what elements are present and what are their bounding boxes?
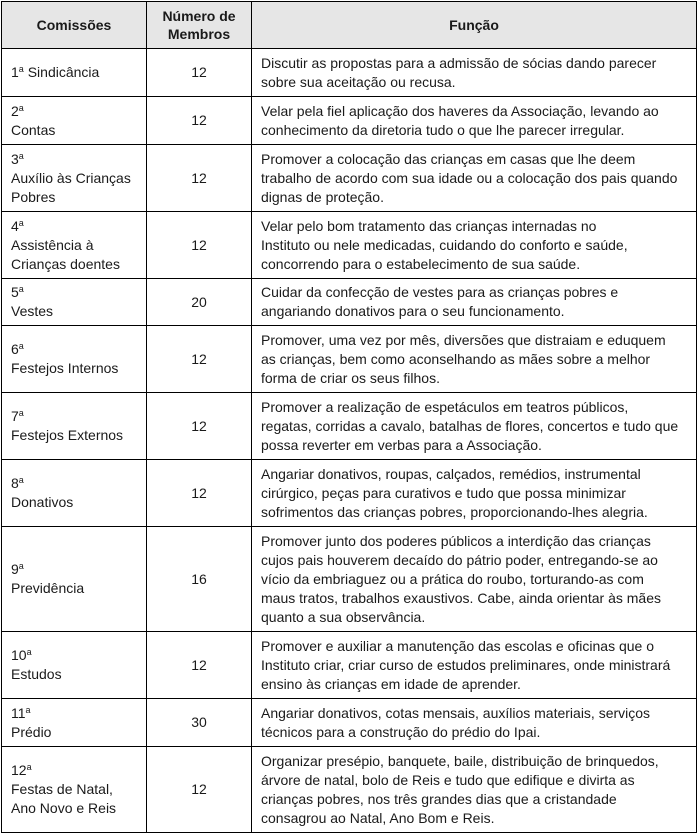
funcao-line: árvore de natal, bolo de Reis e tudo que edifique e divirta as	[261, 771, 635, 788]
funcao-line: Discutir as propostas para a admissão de sócias dando parecer	[261, 54, 657, 71]
funcao-cell	[252, 460, 697, 527]
header-comissoes: Comissões	[2, 2, 147, 49]
funcao-line: Promover, uma vez por mês, diversões que distraiam e eduquem	[261, 331, 666, 348]
comissao-ordinal: 4$^a$	[11, 217, 24, 234]
funcao-line: as crianças, bem como aconselhando as mães sobre a melhor	[261, 350, 651, 367]
funcao-line: vício da embriaguez ou a prática do roubo, torturando-as com	[261, 570, 644, 587]
funcao-line: consagrou ao Natal, Ano Bom e Reis.	[261, 809, 495, 826]
table-row	[2, 699, 697, 747]
funcao-line: sofrimentos das crianças pobres, proporcionando-lhes alegria.	[261, 503, 648, 520]
funcao-line: regatas, corridas a cavalo, batalhas de flores, concertos e tudo que	[261, 417, 679, 434]
comissao-name: Auxílio às Crianças Pobres	[11, 169, 131, 205]
funcao-line: forma de criar os seus filhos.	[261, 369, 440, 386]
comissao-cell	[2, 279, 147, 326]
funcao-line: quanto a sua observância.	[261, 608, 426, 625]
funcao-cell	[252, 145, 697, 212]
numero-membros-cell: 16	[147, 527, 252, 632]
table-row	[2, 97, 697, 145]
table-row	[2, 632, 697, 699]
table-row	[2, 527, 697, 632]
funcao-cell	[252, 212, 697, 279]
comissao-ordinal: 3$^a$	[11, 150, 24, 167]
table-row	[2, 393, 697, 460]
funcao-cell	[252, 326, 697, 393]
funcao-line: possa reverter em verbas para a Associação.	[261, 436, 542, 453]
funcao-line: Promover junto dos poderes públicos a interdição das crianças	[261, 532, 651, 549]
table-row	[2, 326, 697, 393]
comissao-cell	[2, 393, 147, 460]
comissao-cell	[2, 460, 147, 527]
comissao-name: Festas de Natal, Ano Novo e Reis	[11, 781, 117, 816]
numero-membros-cell: 12	[147, 97, 252, 145]
comissao-name: Vestes	[11, 303, 54, 319]
funcao-line: maus tratos, trabalhos exaustivos. Cabe, ainda orientar às mães	[261, 589, 661, 606]
funcao-line: cirúrgico, peças para curativos e tudo que possa minimizar	[261, 484, 626, 501]
funcao-line: Instituto criar, criar curso de estudos preliminares, onde ministrará	[261, 656, 671, 673]
numero-membros-cell: 12	[147, 393, 252, 460]
header-row	[2, 2, 697, 49]
table-row	[2, 460, 697, 527]
comissao-ordinal: 2$^a$	[11, 102, 24, 119]
funcao-line: Organizar presépio, banquete, baile, distribuição de brinquedos,	[261, 752, 659, 769]
comissao-ordinal: 6$^a$	[11, 341, 24, 357]
funcao-line: Promover a realização de espetáculos em teatros públicos,	[261, 398, 629, 415]
table-row	[2, 747, 697, 833]
funcao-line: ensino às crianças em idade de aprender.	[261, 675, 521, 692]
header-funcao: Função	[252, 2, 697, 49]
comissao-ordinal: 8$^a$	[11, 475, 24, 491]
funcao-line: conhecimento da diretoria tudo o que lhe parecer irregular.	[261, 121, 625, 138]
comissao-ordinal: 7$^a$	[11, 408, 24, 424]
comissoes-table	[1, 1, 697, 833]
comissao-cell	[2, 145, 147, 212]
numero-membros-cell: 12	[147, 747, 252, 833]
table-row	[2, 145, 697, 212]
funcao-cell	[252, 279, 697, 326]
funcao-line: Angariar donativos, roupas, calçados, remédios, instrumental	[261, 465, 641, 482]
funcao-line: técnicos para a construção do prédio do Ipai.	[261, 723, 541, 740]
numero-membros-cell: 12	[147, 632, 252, 699]
funcao-line: cujos pais houverem decaído do pátrio poder, entregando-se ao	[261, 551, 658, 568]
funcao-line: Instituto ou nele medicadas, cuidando do conforto e saúde,	[261, 236, 628, 253]
comissao-cell	[2, 747, 147, 833]
numero-membros-cell: 12	[147, 460, 252, 527]
numero-membros-cell: 12	[147, 49, 252, 97]
funcao-line: Cuidar da confecção de vestes para as crianças pobres e	[261, 284, 619, 300]
comissao-name: Assistência à Crianças doentes	[11, 236, 120, 272]
numero-membros-cell: 20	[147, 279, 252, 326]
funcao-cell	[252, 527, 697, 632]
comissao-ordinal: 12$^a$	[11, 762, 32, 778]
funcao-cell	[252, 747, 697, 833]
table-row	[2, 279, 697, 326]
table-body	[2, 49, 697, 833]
comissao-name: Previdência	[11, 580, 85, 596]
numero-membros-cell: 12	[147, 326, 252, 393]
funcao-line: crianças pobres, nos três grandes dias que a cristandade	[261, 790, 617, 807]
numero-membros-cell: 30	[147, 699, 252, 747]
header-numero-membros	[147, 2, 252, 49]
funcao-line: trabalho de acordo com sua idade ou a colocação dos pais quando	[261, 169, 678, 186]
header-membros-line2: Membros	[167, 26, 231, 42]
comissao-name: Contas	[11, 121, 56, 138]
funcao-line: Promover a colocação das crianças em casas que lhe deem	[261, 150, 636, 167]
funcao-line: Promover e auxiliar a manutenção das escolas e oficinas que o	[261, 637, 654, 654]
comissao-name: Festejos Externos	[11, 427, 124, 443]
funcao-line: concorrendo para o estabelecimento de sua saúde.	[261, 255, 581, 272]
numero-membros-cell: 12	[147, 212, 252, 279]
comissao-ordinal: 5$^a$	[11, 284, 24, 300]
funcao-line: Angariar donativos, cotas mensais, auxílios materiais, serviços	[261, 704, 651, 721]
comissao-ordinal: 9$^a$	[11, 561, 24, 577]
funcao-line: Velar pela fiel aplicação dos haveres da Associação, levando ao	[261, 102, 659, 119]
comissao-ordinal: 11$^a$	[11, 704, 31, 721]
funcao-cell	[252, 49, 697, 97]
comissao-cell	[2, 632, 147, 699]
funcao-line: angariando donativos para o seu funcionamento.	[261, 303, 565, 319]
comissao-name: Prédio	[11, 723, 52, 740]
comissao-name: Donativos	[11, 494, 74, 510]
comissao-cell	[2, 212, 147, 279]
table-row	[2, 49, 697, 97]
comissao-cell	[2, 326, 147, 393]
comissao-cell	[2, 699, 147, 747]
numero-membros-cell: 12	[147, 145, 252, 212]
funcao-line: dignas de proteção.	[261, 188, 384, 205]
funcao-cell	[252, 632, 697, 699]
comissao-cell	[2, 97, 147, 145]
comissao-name: Festejos Internos	[11, 360, 119, 376]
table-row	[2, 212, 697, 279]
comissao-ordinal: 1$^a$	[11, 64, 24, 80]
funcao-cell	[252, 393, 697, 460]
funcao-cell	[252, 699, 697, 747]
comissao-name: Sindicância	[27, 64, 100, 80]
funcao-cell	[252, 97, 697, 145]
header-membros-line1: Número de	[162, 8, 236, 24]
comissao-name: Estudos	[11, 666, 62, 682]
funcao-line: sobre sua aceitação ou recusa.	[261, 73, 456, 90]
comissao-cell	[2, 49, 147, 97]
funcao-line: Velar pelo bom tratamento das crianças internadas no	[261, 217, 597, 234]
comissao-ordinal: 10$^a$	[11, 647, 32, 663]
comissao-cell	[2, 527, 147, 632]
